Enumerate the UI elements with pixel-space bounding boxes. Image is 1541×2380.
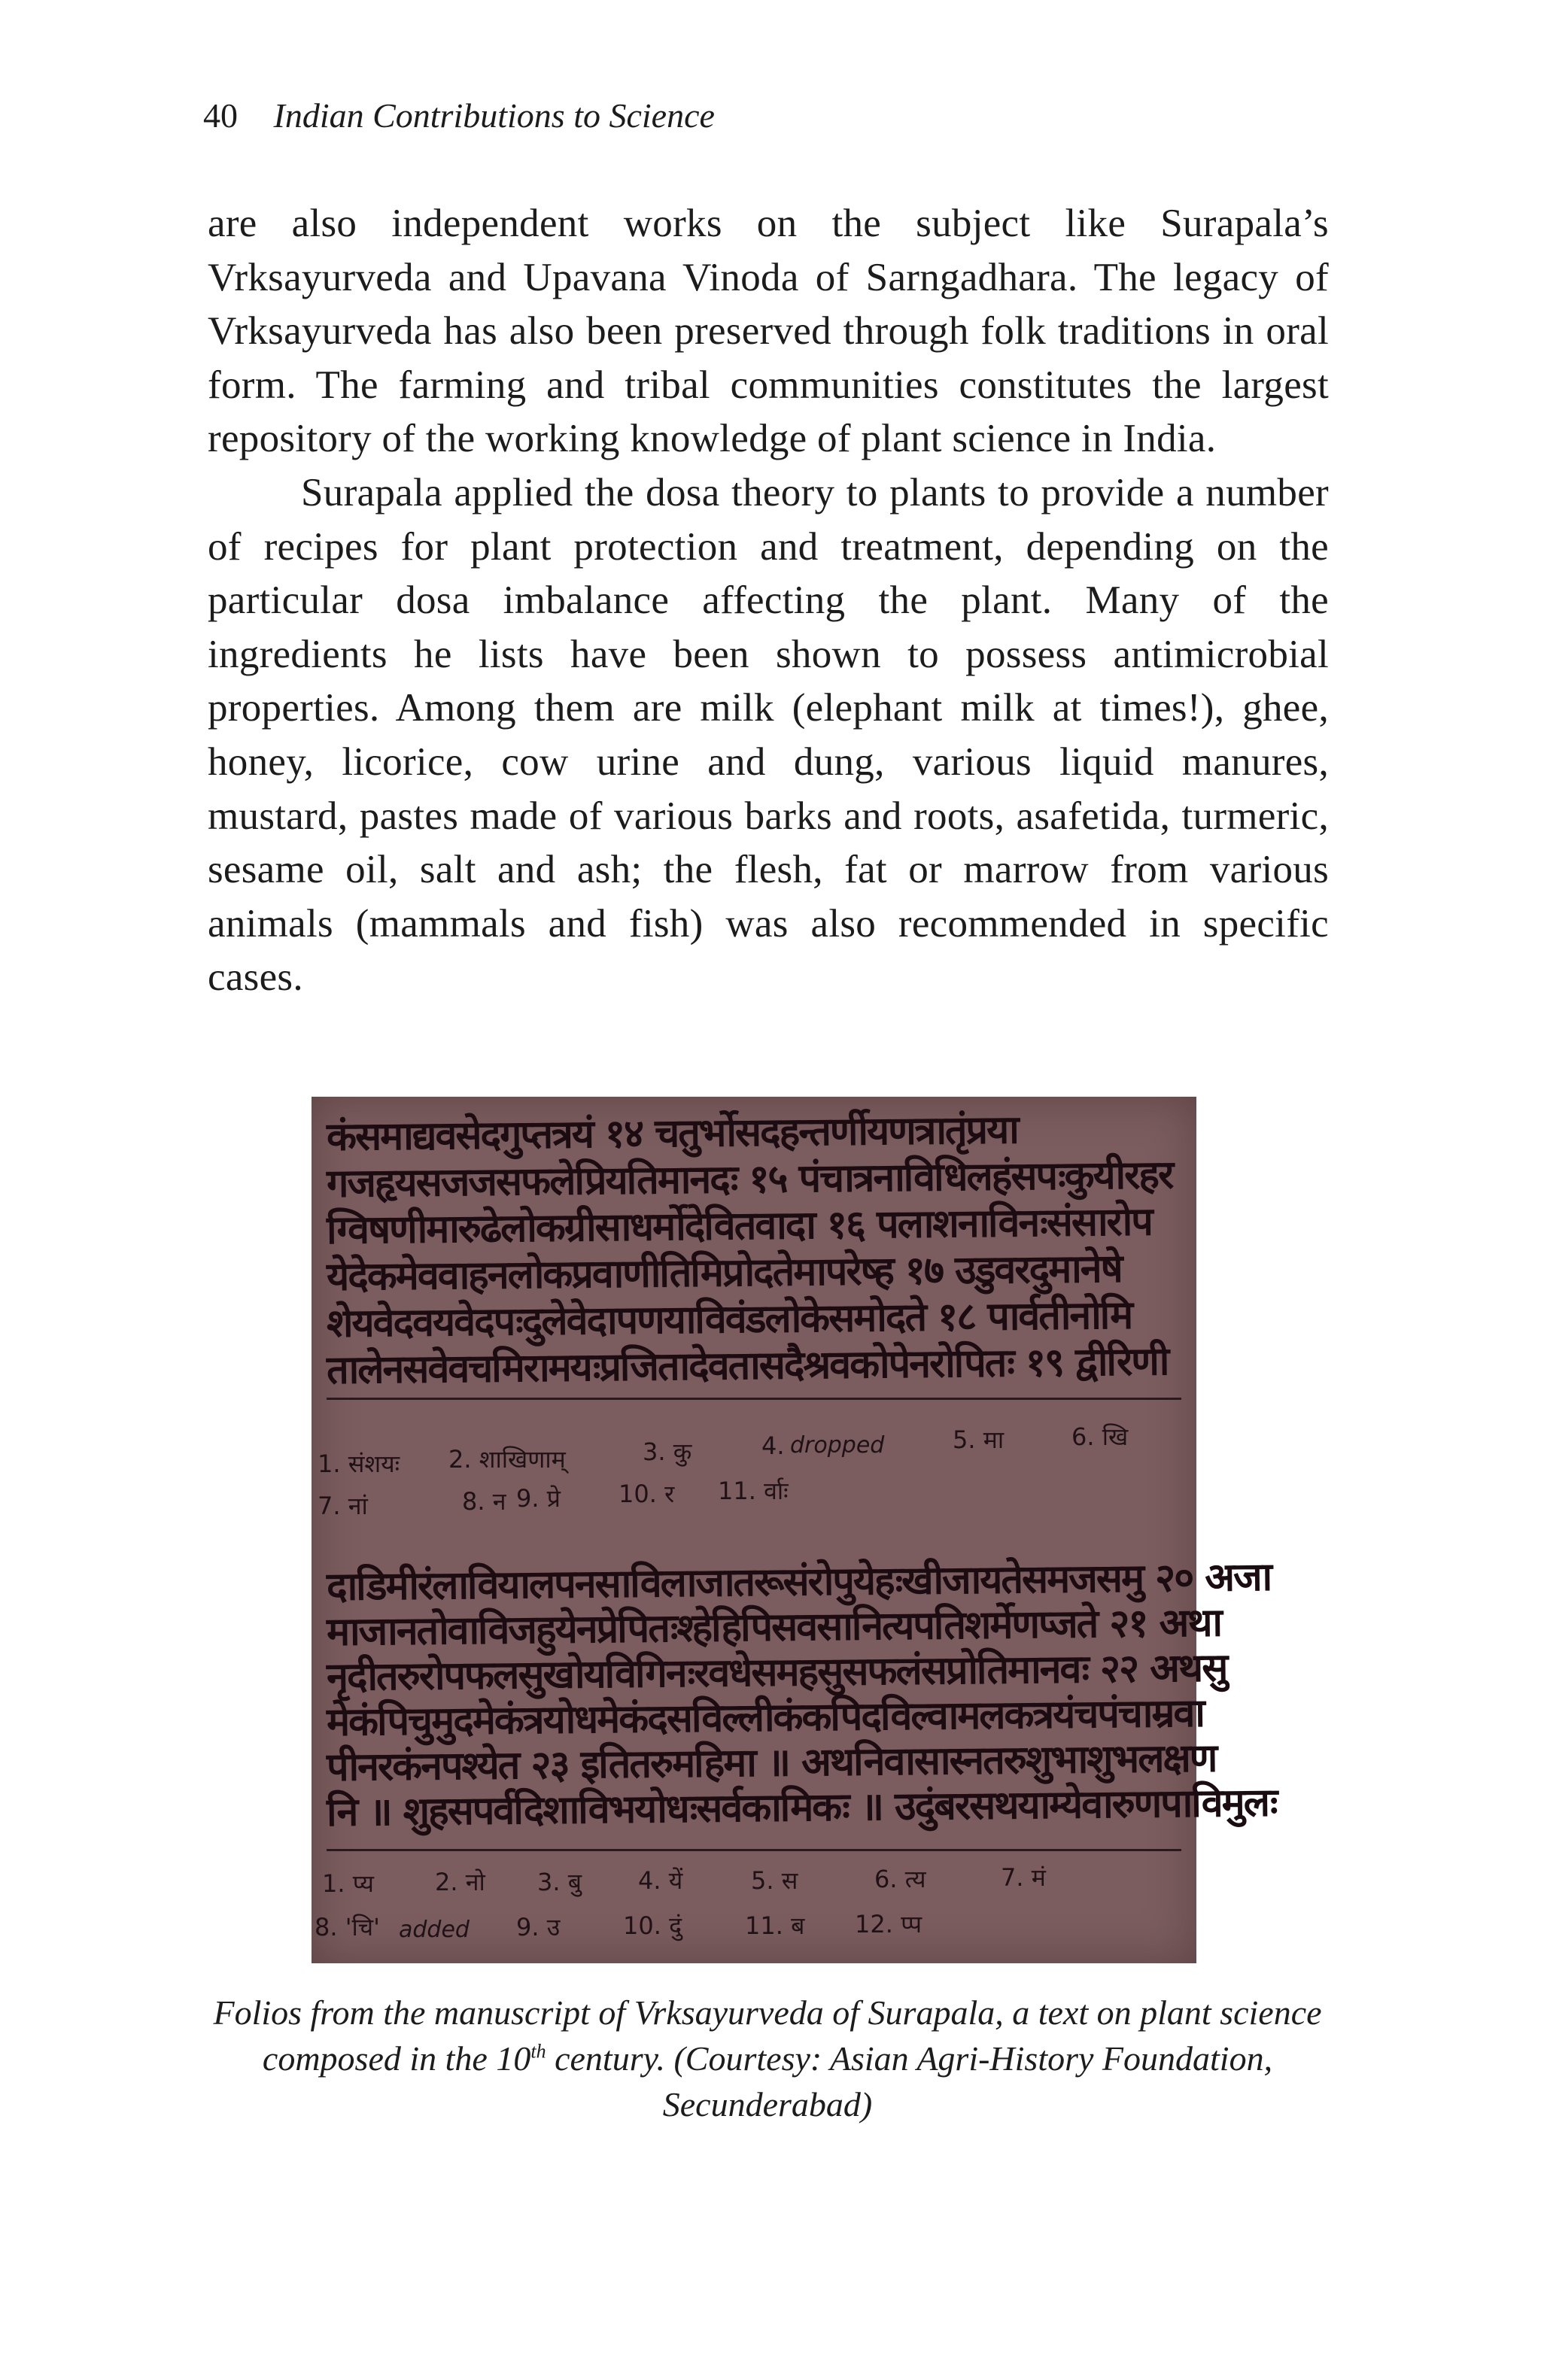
footnote: 11. र्वाः [718,1477,789,1505]
manuscript-line: ग्विषणीमारुढेलोकग्रीसाधर्मोदेवितवादा १६ पलाशनाविनःसंसारोप [326,1199,1153,1253]
footnote: 3. कु [643,1437,692,1466]
manuscript-line: गजहृयसजजसफलेप्रियतिमानदः १५ पंचात्रनाविधिलहंसपःकुयीरहर [326,1152,1173,1207]
footnote: 3. बु [537,1868,582,1896]
footnote: 4. [761,1431,785,1460]
footnote: 12. प्प [855,1910,922,1938]
manuscript-line: नृदीतरुरोपफलसुखोयविगिनःरवधेसमहसुसफलंसप्रोतिमानवः २२ अथसु [326,1645,1227,1700]
figure-caption [203,1990,1332,2127]
running-head [203,93,715,138]
footnote: 10. र [619,1480,675,1508]
footnote: 9. प्रे [516,1484,561,1513]
manuscript-line: मेकंपिचुमुदमेकंत्रयोधमेकंदसविल्लीकंकपिदविल्वामलकत्रयंचपंचाम्रवा [326,1690,1205,1745]
footnote: 1. संशयः [318,1450,400,1478]
footnote: 8. न [462,1487,506,1516]
footnote: 6. खि [1071,1422,1129,1451]
manuscript-line: तालेनसवेवचमिरामयःप्रजितादेवतासदैश्रवकोपेनरोपितः १९ द्वीरिणी [326,1339,1169,1393]
footnote: 7. नां [318,1492,368,1520]
footnote: 6. त्य [874,1865,926,1893]
manuscript-line: दाडिमीरंलावियालपनसाविलाजातरूसंरोपुयेहःखीजायतेसमजसमु २० अजा [326,1554,1272,1610]
paragraph: are also independent works on the subject like Surapala’s Vrksayurveda and Upavana Vinoda of Sarngadhara. The legacy of Vrksayurveda has also been preserved through folk traditions in oral form. The farming and tribal communities constitutes the largest repository of the working knowledge of plant science in India. [208,202,1329,461]
footnote: 8. 'चि' [315,1913,380,1941]
manuscript-line: येदेकमेववाहनलोकप्रवाणीतिमिप्रोदतेमापरेष्ह १७ उडुवरदुमानेषे [326,1246,1122,1300]
caption-text: Folios from the manuscript of Vrksayurveda of Surapala, a text on plant science composed in the 10 [213,1993,1322,2078]
divider [327,1398,1181,1400]
footnote-handwritten: dropped [790,1432,885,1459]
page-number: 40 [203,96,238,135]
footnote: 7. मं [1001,1863,1046,1892]
manuscript-photo [312,1097,1277,1963]
divider [327,1849,1181,1851]
footnote: 2. शाखिणाम् [448,1445,566,1474]
footnote-handwritten: added [399,1917,470,1943]
footnote: 11. ब [745,1911,805,1940]
footnote: 1. प्य [322,1869,374,1898]
manuscript-line: माजानतोवाविजहुयेनप्रेपितःश्हेहिपिसवसानित्यपतिशर्मेणप्जते २१ अथा [326,1600,1222,1655]
footnote: 4. यें [638,1866,683,1895]
manuscript-line: कंसमाद्यवसेदगुप्तत्रयं १४ चतुर्भोसदहन्तर्णीयणत्रातृंप्रया [326,1107,1019,1160]
caption-text-end: century. (Courtesy: Asian Agri-History Foundation, Secunderabad) [546,2039,1273,2123]
manuscript-line: शेयवेदवयवेदपःदुलेवेदापणयाविवंडलोकेसमोदते १८ पार्वतीनोमि [326,1292,1132,1346]
footnote: 5. स [751,1866,798,1895]
footnote: 2. नो [435,1868,485,1896]
caption-superscript: th [530,2040,546,2063]
footnote: 10. दुं [623,1911,682,1940]
book-title: Indian Contributions to Science [273,96,715,135]
paragraph: Surapala applied the dosa theory to plants to provide a number of recipes for plant protection and treatment, depending on the particular dosa imbalance affecting the plant. Many of the ingredients he lists have been shown to possess antimicrobial properties. Among them are milk (elephant milk at times!), ghee, honey, licorice, cow urine and dung, various liquid manures, mustard, pastes made of various barks and roots, asafetida, turmeric, sesame oil, salt and ash; the flesh, fat or marrow from various animals (mammals and fish) was also recommended in specific cases. [208,470,1329,1000]
body-text [208,197,1329,1005]
footnote: 5. मा [953,1425,1005,1454]
footnote: 9. उ [516,1913,561,1941]
manuscript-line: पीनरकंनपश्येत २३ इतितरुमहिमा ॥ अथनिवासास्नतरुशुभाशुभलक्षण [326,1735,1217,1790]
manuscript-line: नि ॥ शुहसपर्वदिशाविभयोधःसर्वकामिकः ॥ उदुंबरसथयाम्येवारुणपाविमुलः [326,1780,1277,1835]
